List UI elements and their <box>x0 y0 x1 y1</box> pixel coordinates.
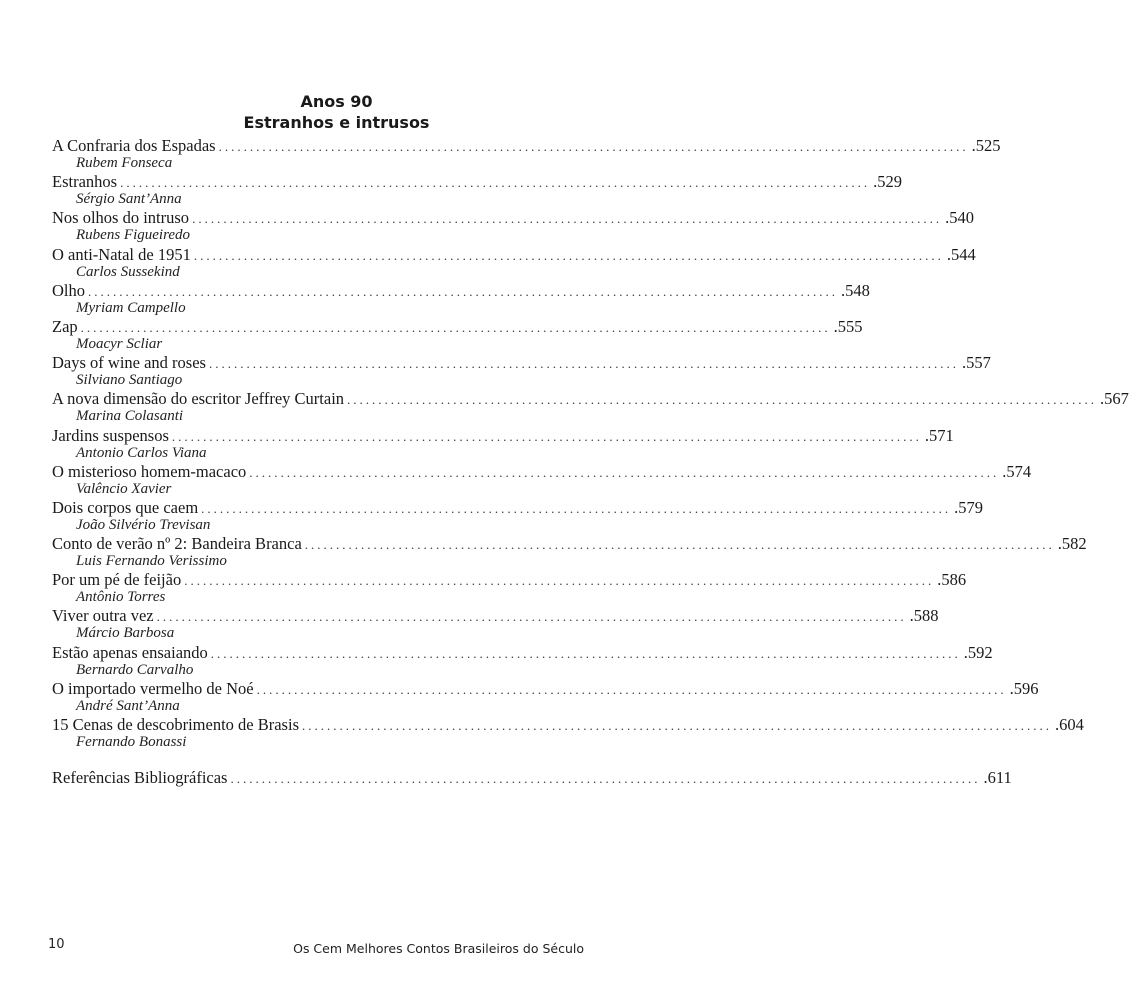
dot-leader: ........................................................................................................................ <box>201 500 952 516</box>
dot-leader: ........................................................................................................................ <box>88 283 838 299</box>
page-ref: .525 <box>971 136 1001 155</box>
author-name: Bernardo Carvalho <box>76 661 194 678</box>
story-title: Estranhos <box>52 172 118 192</box>
page-ref: .604 <box>1054 715 1084 734</box>
author-name: João Silvério Trevisan <box>76 516 211 533</box>
dot-leader: ........................................................................................................................ <box>171 428 922 444</box>
toc-entry <box>52 461 1032 499</box>
toc-entry <box>52 280 870 318</box>
page-ref: .544 <box>946 244 976 264</box>
page-ref: .557 <box>961 353 991 373</box>
toc-entry <box>52 353 991 390</box>
author-name: Antonio Carlos Viana <box>76 444 207 461</box>
page-ref: .582 <box>1057 534 1087 554</box>
dot-leader: ........................................................................................................................ <box>192 211 943 227</box>
dot-leader: ........................................................................................................................ <box>156 609 907 625</box>
page-ref: .574 <box>1002 461 1032 481</box>
toc-entry <box>52 136 1001 173</box>
author-name: Fernando Bonassi <box>76 734 187 750</box>
toc-entry <box>52 244 976 282</box>
author-name: Moacyr Scliar <box>76 335 163 352</box>
toc-entry <box>52 172 902 209</box>
page-ref: .586 <box>937 570 967 590</box>
author-name: Rubem Fonseca <box>76 155 173 171</box>
dot-leader: ........................................................................................................................ <box>347 392 1098 408</box>
page-ref: .567 <box>1100 389 1129 409</box>
page-ref: .571 <box>924 425 954 445</box>
section-subtitle: Estranhos e intrusos <box>243 113 430 132</box>
toc-entry <box>52 208 974 245</box>
references-title: Referências Bibliográficas <box>52 768 228 787</box>
dot-leader: ........................................................................................................................ <box>230 771 981 786</box>
story-title: Conto de verão nº 2: Bandeira Branca <box>52 534 302 554</box>
toc-entry <box>52 497 984 535</box>
dot-leader: ........................................................................................................................ <box>80 319 831 335</box>
references-page: .611 <box>983 768 1012 787</box>
page-ref: .540 <box>945 208 974 228</box>
toc-entry <box>52 570 967 607</box>
author-name: André Sant’Anna <box>76 697 180 714</box>
toc-entry <box>52 715 1084 752</box>
dot-leader: ........................................................................................................................ <box>301 718 1052 733</box>
dot-leader: ........................................................................................................................ <box>304 537 1055 553</box>
story-title: 15 Cenas de descobrimento de Brasis <box>52 715 299 734</box>
page-ref: .579 <box>954 497 984 517</box>
story-title: Days of wine and roses <box>52 353 206 373</box>
page-number: 10 <box>48 937 65 952</box>
author-name: Valêncio Xavier <box>76 480 172 497</box>
story-title: A nova dimensão do escritor Jeffrey Curtain <box>52 389 345 409</box>
author-name: Carlos Sussekind <box>76 263 180 280</box>
dot-leader: ........................................................................................................................ <box>120 175 871 191</box>
author-name: Luis Fernando Verissimo <box>76 553 227 570</box>
running-footer-title: Os Cem Melhores Contos Brasileiros do Século <box>293 941 584 956</box>
author-name: Márcio Barbosa <box>76 625 175 642</box>
toc-entry <box>52 316 863 354</box>
toc-entry <box>52 606 939 643</box>
story-title: Estão apenas ensaiando <box>52 642 208 662</box>
author-name: Silviano Santiago <box>76 372 183 389</box>
story-title: O importado vermelho de Noé <box>52 678 254 698</box>
toc-entry <box>52 425 954 463</box>
page-ref: .588 <box>909 606 939 626</box>
dot-leader: ........................................................................................................................ <box>193 247 944 263</box>
author-name: Antônio Torres <box>76 589 166 606</box>
story-title: O misterioso homem-macaco <box>52 461 247 481</box>
page-ref: .592 <box>963 642 993 662</box>
toc-entry <box>52 678 1039 716</box>
story-title: Jardins suspensos <box>52 425 169 445</box>
story-title: A Confraria dos Espadas <box>52 136 216 155</box>
story-title: Zap <box>52 316 78 336</box>
author-name: Rubens Figueiredo <box>76 227 191 244</box>
page-ref: .596 <box>1009 678 1039 698</box>
dot-leader: ........................................................................................................................ <box>208 356 959 372</box>
toc-entry <box>52 534 1087 571</box>
dot-leader: ........................................................................................................................ <box>256 681 1007 697</box>
page-ref: .555 <box>833 316 863 336</box>
dot-leader: ........................................................................................................................ <box>218 139 969 154</box>
table-of-contents <box>52 136 1129 752</box>
story-title: Dois corpos que caem <box>52 497 199 517</box>
story-title: O anti-Natal de 1951 <box>52 244 191 264</box>
section-heading: Anos 90 <box>300 92 373 111</box>
toc-entry <box>52 389 1129 426</box>
references-entry <box>52 768 1012 787</box>
author-name: Sérgio Sant’Anna <box>76 191 182 208</box>
page-ref: .529 <box>873 172 902 192</box>
dot-leader: ........................................................................................................................ <box>210 645 961 661</box>
author-name: Myriam Campello <box>76 299 186 316</box>
story-title: Olho <box>52 280 85 300</box>
page-ref: .548 <box>841 280 870 300</box>
dot-leader: ........................................................................................................................ <box>249 464 1000 480</box>
story-title: Viver outra vez <box>52 606 154 626</box>
toc-entry <box>52 642 993 680</box>
story-title: Nos olhos do intruso <box>52 208 190 228</box>
dot-leader: ........................................................................................................................ <box>184 573 935 589</box>
author-name: Marina Colasanti <box>76 408 184 425</box>
story-title: Por um pé de feijão <box>52 570 182 590</box>
